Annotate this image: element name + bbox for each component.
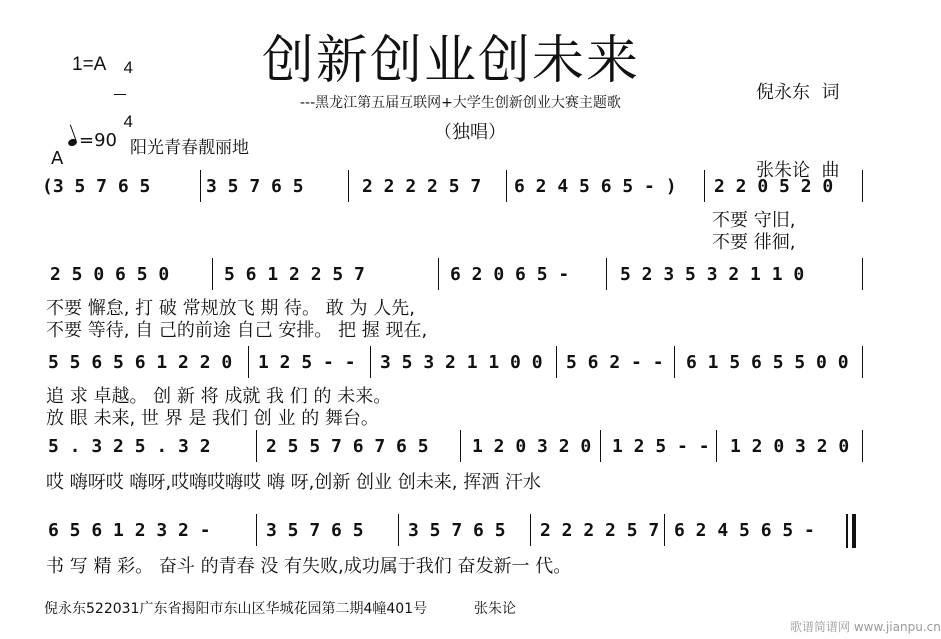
measure: 5 6 1 2 2 5 7: [224, 264, 365, 285]
measure: 1 2 0 3 2 0: [730, 436, 850, 457]
measure: 3 5 7 6 5: [206, 176, 304, 197]
performance-type: （独唱）: [434, 122, 506, 143]
measure: 6 2 0 6 5 -: [450, 264, 570, 285]
measure: 5 2 3 5 3 2 1 1 0: [620, 264, 805, 285]
tempo-expression: 阳光青春靓丽地: [130, 138, 249, 158]
time-signature-top: 4: [123, 58, 133, 77]
notation-line: [40, 264, 860, 290]
measure: 5 6 2 - -: [566, 352, 664, 373]
measure: 5 5 6 5 6 1 2 2 0: [48, 352, 233, 373]
notation-line: [40, 520, 860, 546]
time-signature-bottom: 4: [123, 112, 133, 131]
measure: 2 5 0 6 5 0: [50, 264, 170, 285]
measure: 3 5 7 6 5: [266, 520, 364, 541]
measure: 1 2 5 - -: [612, 436, 710, 457]
lyricist: 倪永东 词: [756, 82, 840, 103]
author-name: 张朱论: [474, 601, 516, 617]
tempo-marking: [68, 130, 117, 151]
measure: 2 2 2 2 5 7: [540, 520, 660, 541]
notation-line: [40, 436, 860, 462]
section-marker: A: [51, 148, 64, 169]
measure: 2 2 0 5 2 0: [714, 176, 834, 197]
subtitle: ---黑龙江第五届互联网+大学生创新创业大赛主题歌: [300, 95, 621, 111]
measure: 6 1 5 6 5 5 0 0: [686, 352, 849, 373]
measure: (3 5 7 6 5: [42, 176, 151, 197]
author-address: 倪永东522031广东省揭阳市东山区华城花园第二期4幢401号: [44, 601, 428, 617]
lyric-line-1: 书 写 精 彩。 奋斗 的青春 没 有失败,成功属于我们 奋发新一 代。: [46, 556, 572, 577]
measure: 6 5 6 1 2 3 2 -: [48, 520, 211, 541]
lyric-line-2: 不要 徘徊,: [712, 232, 796, 253]
lyric-line-2: 放 眼 未来, 世 界 是 我们 创 业 的 舞台。: [46, 408, 379, 429]
measure: 5 . 3 2 5 . 3 2: [48, 436, 211, 457]
notation-line: [40, 352, 860, 378]
lyric-line-1: 追 求 卓越。 创 新 将 成就 我 们 的 未来。: [46, 386, 392, 407]
lyric-line-2: 不要 等待, 自 己的前途 自己 安排。 把 握 现在,: [46, 320, 428, 341]
lyric-line-1: 哎 嗨呀哎 嗨呀,哎嗨哎嗨哎 嗨 呀,创新 创业 创未来, 挥洒 汗水: [46, 472, 541, 493]
measure: 6 2 4 5 6 5 -: [674, 520, 815, 541]
tempo-value: =90: [79, 130, 117, 151]
measure: 2 2 2 2 5 7: [362, 176, 482, 197]
measure: 3 5 3 2 1 1 0 0: [380, 352, 543, 373]
key-signature: 1=A: [72, 54, 107, 75]
measure: 1 2 5 - -: [258, 352, 356, 373]
measure: 2 5 5 7 6 7 6 5: [266, 436, 429, 457]
time-signature: [114, 42, 133, 130]
lyric-line-1: 不要 懈怠, 打 破 常规放飞 期 待。 敢 为 人先,: [46, 298, 415, 319]
composer: 张朱论 曲: [756, 160, 840, 181]
notation-line: [40, 176, 860, 202]
lyric-line-1: 不要 守旧,: [712, 210, 796, 231]
measure: 1 2 0 3 2 0: [472, 436, 592, 457]
quarter-note-icon: [67, 138, 78, 148]
song-title: 创新创业创未来: [262, 31, 641, 91]
watermark: 歌谱简谱网 www.jianpu.cn: [790, 620, 941, 634]
measure: 3 5 7 6 5: [408, 520, 506, 541]
final-barline: [846, 514, 848, 548]
final-barline-thick: [852, 514, 856, 548]
measure: 6 2 4 5 6 5 - ): [514, 176, 677, 197]
